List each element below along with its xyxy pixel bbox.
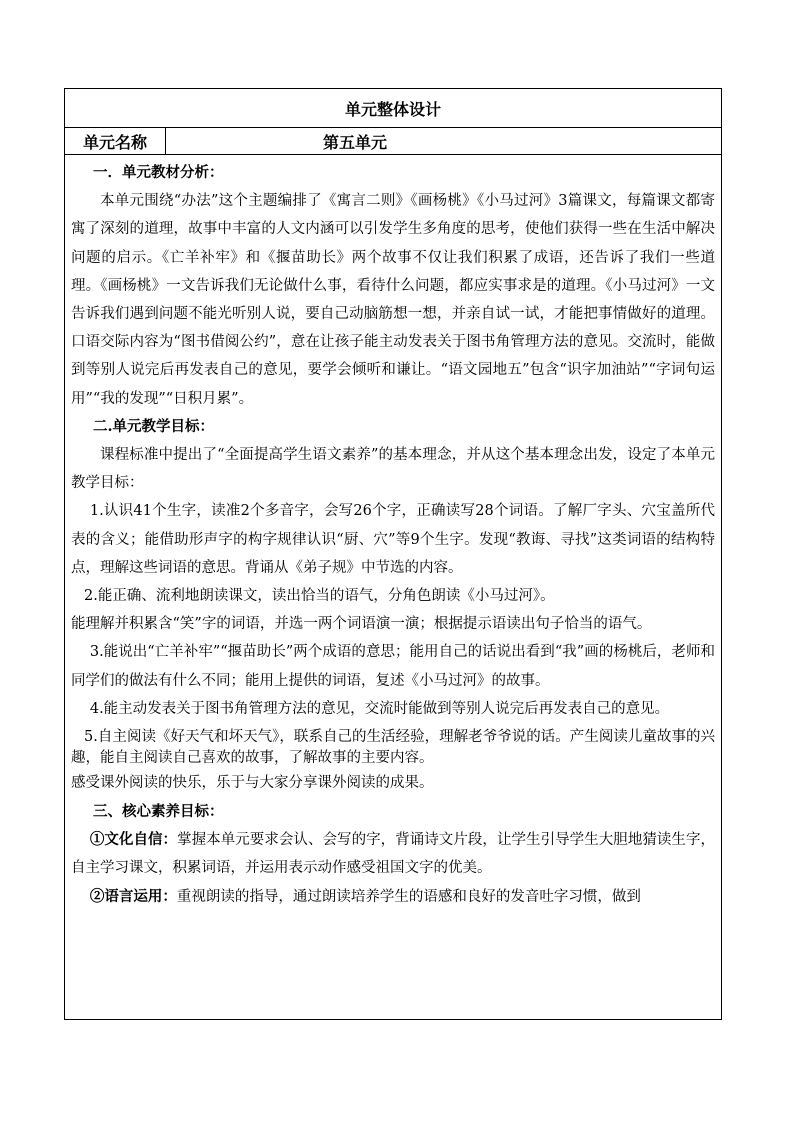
section1-body: 本单元围绕“办法”这个主题编排了《寓言二则》《画杨桃》《小马过河》3篇课文，每篇课文都寄寓了深刻的道理，故事中丰富的人文内涵可以引发学生多角度的思考，使他们获得一些在生活中解决问题的启示。《亡羊补牢》和《揠苗助长》两个故事不仅让我们积累了成语，还告诉了我们一些道理。《画杨桃》一文告诉我们无论做什么事，看待什么问题，都应实事求是的道理。《小马过河》一文告诉我们遇到问题不能光听别人说，要自己动脑筋想一想，并亲自试一试，才能把事情做好的道理。口语交际内容为“图书借阅公约”，意在让孩子能主动发表关于图书角管理方法的意见。交流时，能做到等别人说完后再发表自己的意见，要学会倾听和谦让。“语文园地五”包含“识字加油站”“字词句运用”“我的发现”“日积月累”。 bbox=[71, 193, 715, 407]
goal-1: 1.认识41个生字，读准2个多音字，会写26个字，正确读写28个词语。了解厂字头、穴宝盖所代表的含义；能借助形声字的构字规律认识“厨、穴”等9个生字。发现“教诲、寻找”这类词语的结构特点，理解这些词语的意思。背诵从《弟子规》中节选的内容。 bbox=[71, 503, 715, 576]
core-item-1-label: ①文化自信： bbox=[89, 831, 178, 849]
unit-name-row bbox=[65, 128, 721, 155]
unit-name-value: 第五单元 bbox=[323, 132, 388, 152]
section3-heading: 三、核心素养目标： bbox=[93, 803, 224, 821]
goal-2b: 能理解并积累含“笑”字的词语，并选一两个词语演一演；根据提示语读出句子恰当的语气。 bbox=[71, 616, 652, 633]
core-item-2-label: ②语言运用： bbox=[89, 887, 177, 905]
core-item-1 bbox=[71, 826, 715, 882]
goal-5b: 感受课外阅读的快乐，乐于与大家分享课外阅读的成果。 bbox=[71, 775, 434, 792]
goal-3: 3.能说出“亡羊补牢”“揠苗助长”两个成语的意思；能用自己的话说出看到“我”画的杨桃后，老师和同学们的做法有什么不同；能用上提供的词语，复述《小马过河》的故事。 bbox=[71, 644, 715, 689]
section1-heading: 一．单元教材分析： bbox=[93, 164, 224, 181]
core-item-1-text: 掌握本单元要求会认、会写的字，背诵诗文片段，让学生引导学生大胆地猜读生字，自主学习课文，积累词语，并运用表示动作感受祖国文字的优美。 bbox=[71, 832, 716, 877]
table-title: 单元整体设计 bbox=[65, 89, 721, 128]
section2-intro: 课程标准中提出了“全面提高学生语文素养”的基本理念，并从这个基本理念出发，设定了本单元教学目标： bbox=[71, 447, 715, 492]
core-item-2-text: 重视朗读的指导，通过朗读培养学生的语感和良好的发音吐字习惯，做到 bbox=[176, 888, 641, 905]
table-content bbox=[65, 155, 721, 911]
unit-name-label: 单元名称 bbox=[65, 128, 166, 154]
section2-heading: 二.单元教学目标： bbox=[93, 417, 215, 435]
goal-4: 4.能主动发表关于图书角管理方法的意见，交流时能做到等别人说完后再发表自己的意见。 bbox=[89, 700, 670, 717]
goal-2a: 2.能正确、流利地朗读课文，读出恰当的语气，分角色朗读《小马过河》。 bbox=[84, 588, 555, 605]
goal-5: 5.自主阅读《好天气和坏天气》，联系自己的生活经验，理解老爷爷说的话。产生阅读儿童故事的兴趣，能自主阅读自己喜欢的故事，了解故事的主要内容。 bbox=[71, 729, 715, 767]
core-item-2 bbox=[71, 883, 715, 911]
unit-design-table bbox=[64, 88, 722, 1020]
